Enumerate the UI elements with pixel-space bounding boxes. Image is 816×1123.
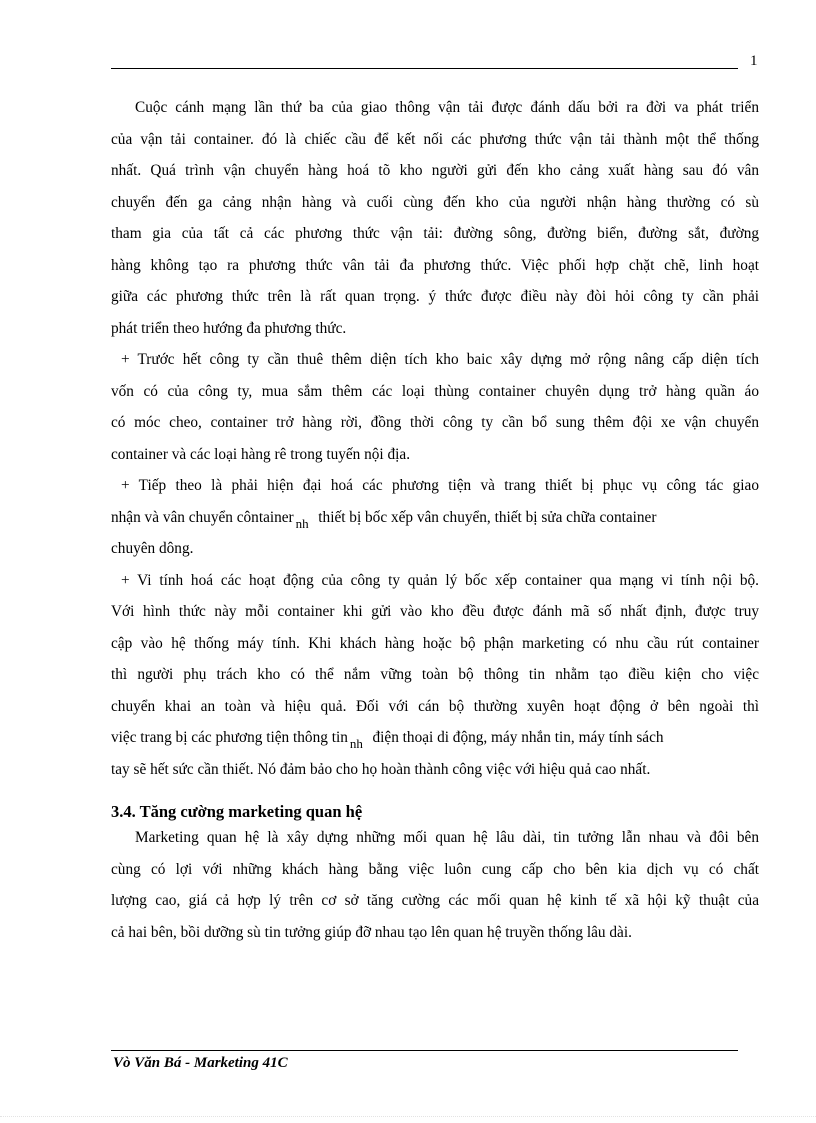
section-heading: 3.4. Tăng cường marketing quan hệ [111, 802, 363, 821]
paragraph-line: giữa các phương thức trên là rất quan trọng. ý thức được điều này đòi hỏi công ty cần phải [111, 288, 759, 305]
paragraph-line: lượng cao, giá cả hợp lý trên cơ sở tăng cường các mối quan hệ kinh tế xã hội kỹ thuật của [111, 892, 759, 910]
paragraph-line: container và các loại hàng rê trong tuyến nội địa. [111, 445, 411, 463]
paragraph-line: phát triển theo hướng đa phương thức. [111, 319, 347, 337]
paragraph-line [111, 502, 759, 534]
paragraph-line: hàng không tạo ra phương thức vân tải đa phương thức. Việc phối hợp chặt chẽ, linh hoạt [111, 256, 759, 274]
footer-author: Vò Văn Bá - Marketing 41C [113, 1055, 288, 1071]
paragraph-line: Marketing quan hệ là xây dựng những mối quan hệ lâu dài, tin tưởng lẫn nhau và đôi bên [135, 829, 759, 846]
paragraph-line: của vận tải container. đó là chiếc cầu để kết nối các phương thức vận tải thành một thể thống [111, 130, 759, 148]
paragraph-line: thì người phụ trách kho có thể nắm vững toàn bộ thông tin nhằm tạo điều kiện cho việc [111, 666, 759, 683]
paragraph-line: tham gia của tất cả các phương thức vận tải: đường sông, đường biển, đường sắt, đường [111, 225, 759, 242]
paragraph-line: tay sẽ hết sức cần thiết. Nó đảm bảo cho họ hoàn thành công việc với hiệu quả cao nhất. [111, 760, 651, 778]
paragraph-line: cả hai bên, bồi dưỡng sù tin tưởng giúp đỡ nhau tạo lên quan hệ truyền thống lâu dài. [111, 923, 632, 941]
paragraph-line: cập vào hệ thống máy tính. Khi khách hàng hoặc bộ phận marketing có nhu cầu rút container [111, 634, 759, 652]
header-rule [111, 68, 738, 69]
subscript-fragment: nh [295, 515, 309, 531]
paragraph-line: Cuộc cánh mạng lần thứ ba của giao thông vận tải được đánh dấu bởi ra đời va phát triển [135, 99, 759, 116]
paragraph-line: chuyển đến ga cảng nhận hàng và cuối cùng đến kho của người nhận hàng thường có sù [111, 193, 759, 211]
line-segment: thiết bị bốc xếp vân chuyển, thiết bị sửa chữa container [318, 508, 657, 526]
bullet-line: + Trước hết công ty cần thuê thêm diện tích kho baic xây dựng mở rộng nâng cấp diện tích [121, 351, 759, 368]
paragraph-line: chuyển khai an toàn và hiệu quả. Đối với cán bộ thường xuyên hoạt động ở bên ngoài thì [111, 697, 759, 715]
paragraph-line: cùng có lợi với những khách hàng bằng việc luôn cung cấp cho bên kia dịch vụ có chất [111, 860, 759, 878]
line-segment: điện thoại di động, máy nhắn tin, máy tính sách [372, 729, 664, 746]
paragraph-line: có móc cheo, container trở hàng rời, đồng thời công ty cần bổ sung thêm đội xe vận chuyển [111, 414, 759, 431]
paragraph-line: chuyên dông. [111, 540, 194, 557]
paragraph-line: nhất. Quá trình vận chuyển hàng hoá tõ kho người gửi đến kho cảng xuất hàng sau đó vân [111, 162, 759, 179]
paragraph-line: vốn có của công ty, mua sắm thêm các loại thùng container chuyên dụng trở hàng quần áo [111, 382, 759, 400]
paragraph-line: Với hình thức này mỗi container khi gửi vào kho đều được đánh mã số nhất định, được truy [111, 603, 759, 620]
bullet-line: + Vi tính hoá các hoạt động của công ty quản lý bốc xếp container qua mạng vi tính nội bộ. [121, 571, 759, 589]
bullet-line: + Tiếp theo là phải hiện đại hoá các phương tiện và trang thiết bị phục vụ công tác giao [121, 477, 759, 494]
subscript-fragment: nh [349, 736, 363, 751]
footer-rule [111, 1050, 738, 1051]
line-segment: nhận và vân chuyển côntainer [111, 508, 294, 526]
paragraph-line [111, 722, 759, 754]
page-number: 1 [750, 53, 758, 69]
line-segment: việc trang bị các phương tiện thông tin [111, 729, 348, 746]
section-body [111, 822, 759, 948]
page-bottom-edge [0, 1116, 816, 1117]
body-text [111, 92, 759, 785]
